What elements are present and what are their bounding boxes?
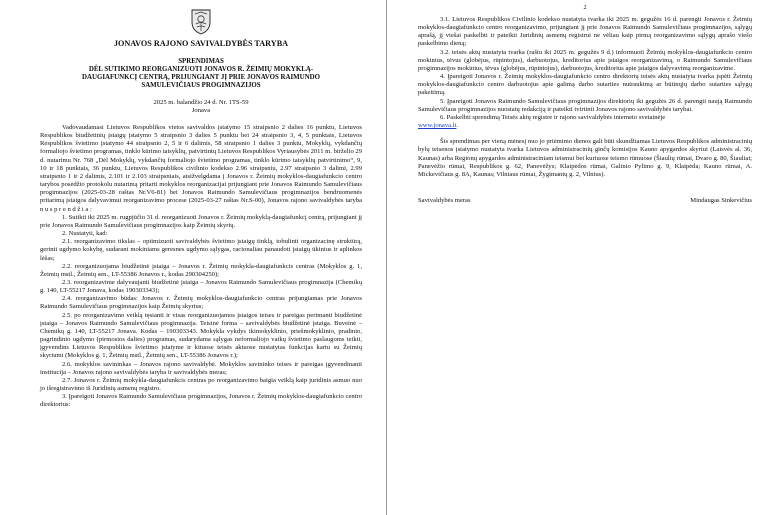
signatory-name: Mindaugas Sinkevičius — [690, 196, 752, 204]
clause-paragraph: 3.1. Lietuvos Respublikos Civilinio kodekso nustatyta tvarka iki 2025 m. gegužės 16 d. parengti Jonavos r. Žeimių mokyklos-daugiafunkcio centro reorganizavimo, prijungiant jį prie Jonavos Raimundo Samulevičiaus progimnazijos, sąlygų aprašą, jį viešai paskelbti ir pateikti Juridinių asmenų registrui ne vėliau kaip pirmą reorganizavimo sąlygų aprašo viešo paskelbimo dieną; — [418, 16, 752, 48]
document-title-line: DĖL SUTIKIMO REORGANIZUOTI JONAVOS R. ŽEIMIŲ MOKYKLĄ- — [88, 66, 314, 73]
page-2-content — [418, 4, 752, 205]
signatory-title: Savivaldybės meras — [418, 196, 471, 204]
clause-paragraph: 2.3. reorganizavime dalyvaujanti biudžetinė įstaiga – Jonavos Raimundo Samulevičiaus progimnazija (Chemikų g. 140, LT-55217 Jonava, kodas 190303343); — [40, 278, 362, 295]
signature-block — [418, 197, 752, 205]
clause-paragraph: 3.2. teisės aktų nustatyta tvarka (raštu iki 2025 m. gegužės 9 d.) informuoti Žeimių mokyklos-daugiafunkcio centro mokinius, tėvus (globėjus, rūpintojus), darbuotojus, kreditorius apie įstaigos reorganizavimą, o Raimundo Samulevičiaus progimnazijos mokinius, tėvus (globėjus, rūpintojus), darbuotojus, kreditorius apie įstaigos dalyvavimą reorganizavime. — [418, 48, 752, 72]
preamble-paragraph: Vadovaudamasi Lietuvos Respublikos vietos savivaldos įstatymo 15 straipsnio 2 dalies 16 punktu, Lietuvos Respublikos biudžetinių įstaigų įstatymo 5 straipsnio 3 dalies 5 punktu bei 24 straipsnio 3, 4, 5 punktais, Lietuvos Respublikos švietimo įstatymo 44 straipsnio 2, 5 ir 6 dalimis, 58 straipsnio 1 dalies 3 punktu, Mokyklų, vykdančių formaliojo švietimo programas, tinklo kūrimo taisyklių, patvirtintų Lietuvos Respublikos Vyriausybės 2011 m. birželio 29 d. nutarimu Nr. 768 „Dėl Mokyklų, vykdančių formaliojo švietimo programas, tinklo kūrimo taisyklių patvirtinimo“, 9, 10 ir 18 punktais, 36 punktu, Lietuvos Respublikos civilinio kodekso 2.96 straipsniu, 2.97 straipsnio 3 dalimi, 2.99 straipsnio 1 ir 2 dalimis, 2.101 ir 2.103 straipsniais, atsižvelgdama į Jonavos r. Žeimių mokyklos-daugiafunkcio centro tarybos posėdžio protokolu nutarimą pritarti mokyklos reorganizacijai prijungiant prie Jonavos Raimundo Samulevičiaus progimnazijos (2025-03-28 raštas Nr.V6-81) bei Jonavos Raimundo Samulevičiaus progimnazijos bendruomenės pritarimą įstaigos dalyvavimui reorganizavimo procese (2025-03-27 raštas Nr.S-00), Jonavos rajono savivaldybės taryba n u s p r e n d ž i a : — [40, 124, 362, 213]
appeal-paragraph: Šis sprendimas per vieną mėnesį nuo jo priėmimo dienos gali būti skundžiamas Lietuvos Respublikos administracinių bylų teisenos įstatymo nustatyta tvarka Lietuvos administracinių ginčų komisijos Kauno apygardos skyriui (Laisvės al. 36, Kaunas) arba Regionų apygardos administraciniam teismui bet kuriuose teismo rūmuose (Šiaulių rūmai, Dvaro g. 80, Šiauliai; Panevėžio rūmai, Respublikos g. 62, Panevėžys; Klaipėdos rūmai, Galinio Pylimo g. 9, Klaipėda; Kauno rūmai, A. Mickevičiaus g. 8A, Kaunas; Vilniaus rūmai, Žygimantų g. 2, Vilnius). — [418, 138, 752, 178]
document-title-line: DAUGIAFUNKCĮ CENTRĄ, PRIJUNGIANT JĮ PRIE JONAVOS RAIMUNDO — [82, 74, 320, 81]
clause-paragraph: 2.4. reorganizavimo būdas: Jonavos r. Žeimių mokyklos-daugiafunkcio centras prijungiamas prie Jonavos Raimundo Samulevičiaus progimnazijos kaip Žeimių skyrius; — [40, 295, 362, 311]
decision-date-number: 2025 m. balandžio 24 d. Nr. 1TS-59 — [153, 99, 249, 106]
document-type: SPRENDIMAS — [178, 58, 224, 65]
clause-paragraph: 3. Įpareigoti Jonavos Raimundo Samulevičiaus progimnazijos, Jonavos r. Žeimių mokyklos-daugiafunkcio centro direktorius: — [40, 393, 362, 409]
decision-place: Jonava — [191, 107, 211, 114]
website-link[interactable]: www.jonava.lt — [418, 122, 457, 130]
clause-paragraph: 2. Nustatyti, kad: — [62, 230, 108, 238]
decision-body — [40, 124, 362, 409]
website-line: www.jonava.lt. — [418, 122, 459, 130]
clause-paragraph: 2.7. Jonavos r. Žeimių mokykla-daugiafunkcis centras po reorganizavimo baigia veiklą kaip juridinis asmuo nuo jo išregistravimo iš Juridinių asmenų registro. — [40, 376, 362, 392]
clause-paragraph: 5. Įpareigoti Jonavos Raimundo Samulevičiaus progimnazijos direktorių iki gegužės 26 d. parengti naują Raimundo Samulevičiaus progimnazijos nuostatų redakciją ir pateikti tvirtinti Jonavos rajono savivaldybės tarybai. — [418, 97, 752, 113]
page-divider — [386, 0, 391, 515]
council-name: JONAVOS RAJONO SAVIVALDYBĖS TARYBA — [113, 39, 289, 48]
clause-paragraph: 1. Sutikti iki 2025 m. rugpjūčio 31 d. reorganizuoti Jonavos r. Žeimių mokyklą-daugiafunkcį centrą, prijungiant jį prie Jonavos Raimundo Samulevičiaus progimnazijos kaip Žeimių skyrių. — [40, 213, 362, 229]
clause-paragraph: 4. Įpareigoti Jonavos r. Žeimių mokyklos-daugiafunkcio centro direktorių teisės aktų nustatyta tvarka įspėti Žeimių mokyklos-daugiafunkcio centro darbuotojus apie galimą darbo sutarties nutraukimą ar būtinųjų darbo sutarties sąlygų pakeitimą. — [418, 73, 752, 97]
clause-paragraph: 2.6. mokyklos savininkas – Jonavos rajono savivaldybė. Mokyklos savininko teises ir pareigas įgyvendinanti institucija – Jonavos rajono savivaldybės taryba ir savivaldybės meras; — [40, 360, 362, 376]
document-title-line: SAMULEVIČIAUS PROGIMNAZIJOS — [141, 82, 261, 89]
clause-paragraph: 6. Paskelbti sprendimą Teisės aktų registre ir rajono savivaldybės interneto svetainėje — [440, 113, 666, 121]
page-number: 2 — [583, 4, 587, 11]
clause-paragraph: 2.2. reorganizuojama biudžetinė įstaiga – Jonavos r. Žeimių mokykla-daugiafunkcis centras (Mokyklos g. 1, Žeimių mstl., Žeimių sen., LT-55386 Jonavos r., kodas 290304250); — [40, 262, 362, 278]
clause-paragraph: 2.5. po reorganizavimo veiklą tęsianti ir visas reorganizuojamos įstaigos teises ir pareigas perimanti biudžetinė įstaiga – Jonavos Raimundo Samulevičiaus progimnazija. Teisinė forma – savivaldybės biudžetinė įstaiga. Buveinė – Chemikų g. 140, LT-55217 Jonava. Kodas – 190303343. Mokykla vykdys ikimokyklinio, priešmokyklinio, pradinio, pagrindinio ugdymo (pirmosios dalies) programas, sudarydama sąlygas neformaliojo vaikų švietimo paslaugoms teikti, įgyvendins Lietuvos Respublikos švietimo įstatyme ir kituose teisės aktuose nustatytas funkcijas kartu su Žeimių skyriumi (Mokyklos g. 1, Žeimių mstl., Žeimių sen., LT-55386 Jonavos r.); — [40, 311, 362, 360]
document-page-1[interactable] — [0, 0, 384, 515]
clause-paragraph: 2.1. reorganizavimo tikslas – optimizuoti savivaldybės švietimo įstaigų tinklą, tobulinti organizacinę struktūrą, gerinti ugdymo kokybę, sudarant mokiniams geresnes ugdymo sąlygas, racionaliau panaudoti įstaigų ūkinius ir aplinkos lėšas; — [40, 238, 362, 262]
page-1-content — [40, 8, 362, 409]
coat-of-arms-icon — [190, 8, 212, 35]
document-page-2[interactable] — [392, 0, 780, 515]
